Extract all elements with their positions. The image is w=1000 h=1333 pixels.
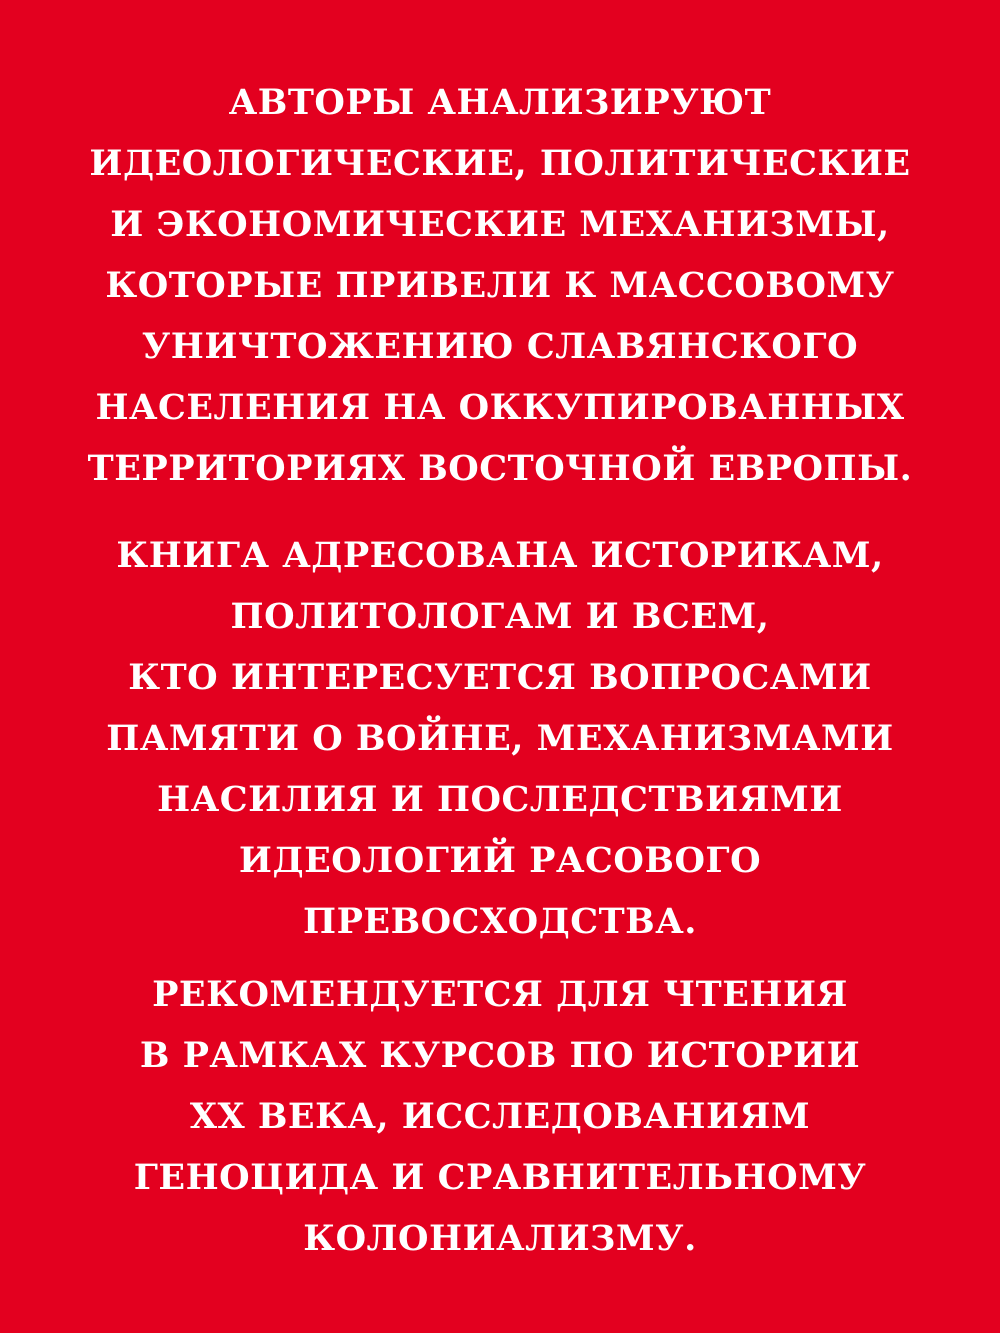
text-line: И ЭКОНОМИЧЕСКИЕ МЕХАНИЗМЫ,: [110, 204, 890, 245]
text-line: КОТОРЫЕ ПРИВЕЛИ К МАССОВОМУ: [105, 265, 895, 306]
paragraph-audience: [40, 525, 960, 952]
paragraph-recommendation: [40, 964, 960, 1269]
text-line: В РАМКАХ КУРСОВ ПО ИСТОРИИ: [139, 1035, 861, 1076]
text-line: ИДЕОЛОГИЧЕСКИЕ, ПОЛИТИЧЕСКИЕ: [89, 143, 911, 184]
text-line: ТЕРРИТОРИЯХ ВОСТОЧНОЙ ЕВРОПЫ.: [87, 448, 913, 489]
text-line: ПОЛИТОЛОГАМ И ВСЕМ,: [230, 596, 770, 637]
paragraph-analysis: [40, 72, 960, 499]
text-line: ПАМЯТИ О ВОЙНЕ, МЕХАНИЗМАМИ: [106, 718, 894, 759]
text-line: НАСИЛИЯ И ПОСЛЕДСТВИЯМИ: [157, 779, 843, 820]
text-line: РЕКОМЕНДУЕТСЯ ДЛЯ ЧТЕНИЯ: [152, 974, 848, 1015]
text-line: АВТОРЫ АНАЛИЗИРУЮТ: [228, 82, 772, 123]
text-line: ГЕНОЦИДА И СРАВНИТЕЛЬНОМУ: [133, 1157, 867, 1198]
text-line: УНИЧТОЖЕНИЮ СЛАВЯНСКОГО: [141, 326, 859, 367]
text-line: КОЛОНИАЛИЗМУ.: [303, 1218, 697, 1259]
text-line: НАСЕЛЕНИЯ НА ОККУПИРОВАННЫХ: [95, 387, 905, 428]
text-line: ПРЕВОСХОДСТВА.: [303, 901, 697, 942]
text-line: КНИГА АДРЕСОВАНА ИСТОРИКАМ,: [116, 535, 884, 576]
text-line: XX ВЕКА, ИССЛЕДОВАНИЯМ: [189, 1096, 811, 1137]
text-line: КТО ИНТЕРЕСУЕТСЯ ВОПРОСАМИ: [128, 657, 872, 698]
text-line: ИДЕОЛОГИЙ РАСОВОГО: [238, 840, 762, 881]
